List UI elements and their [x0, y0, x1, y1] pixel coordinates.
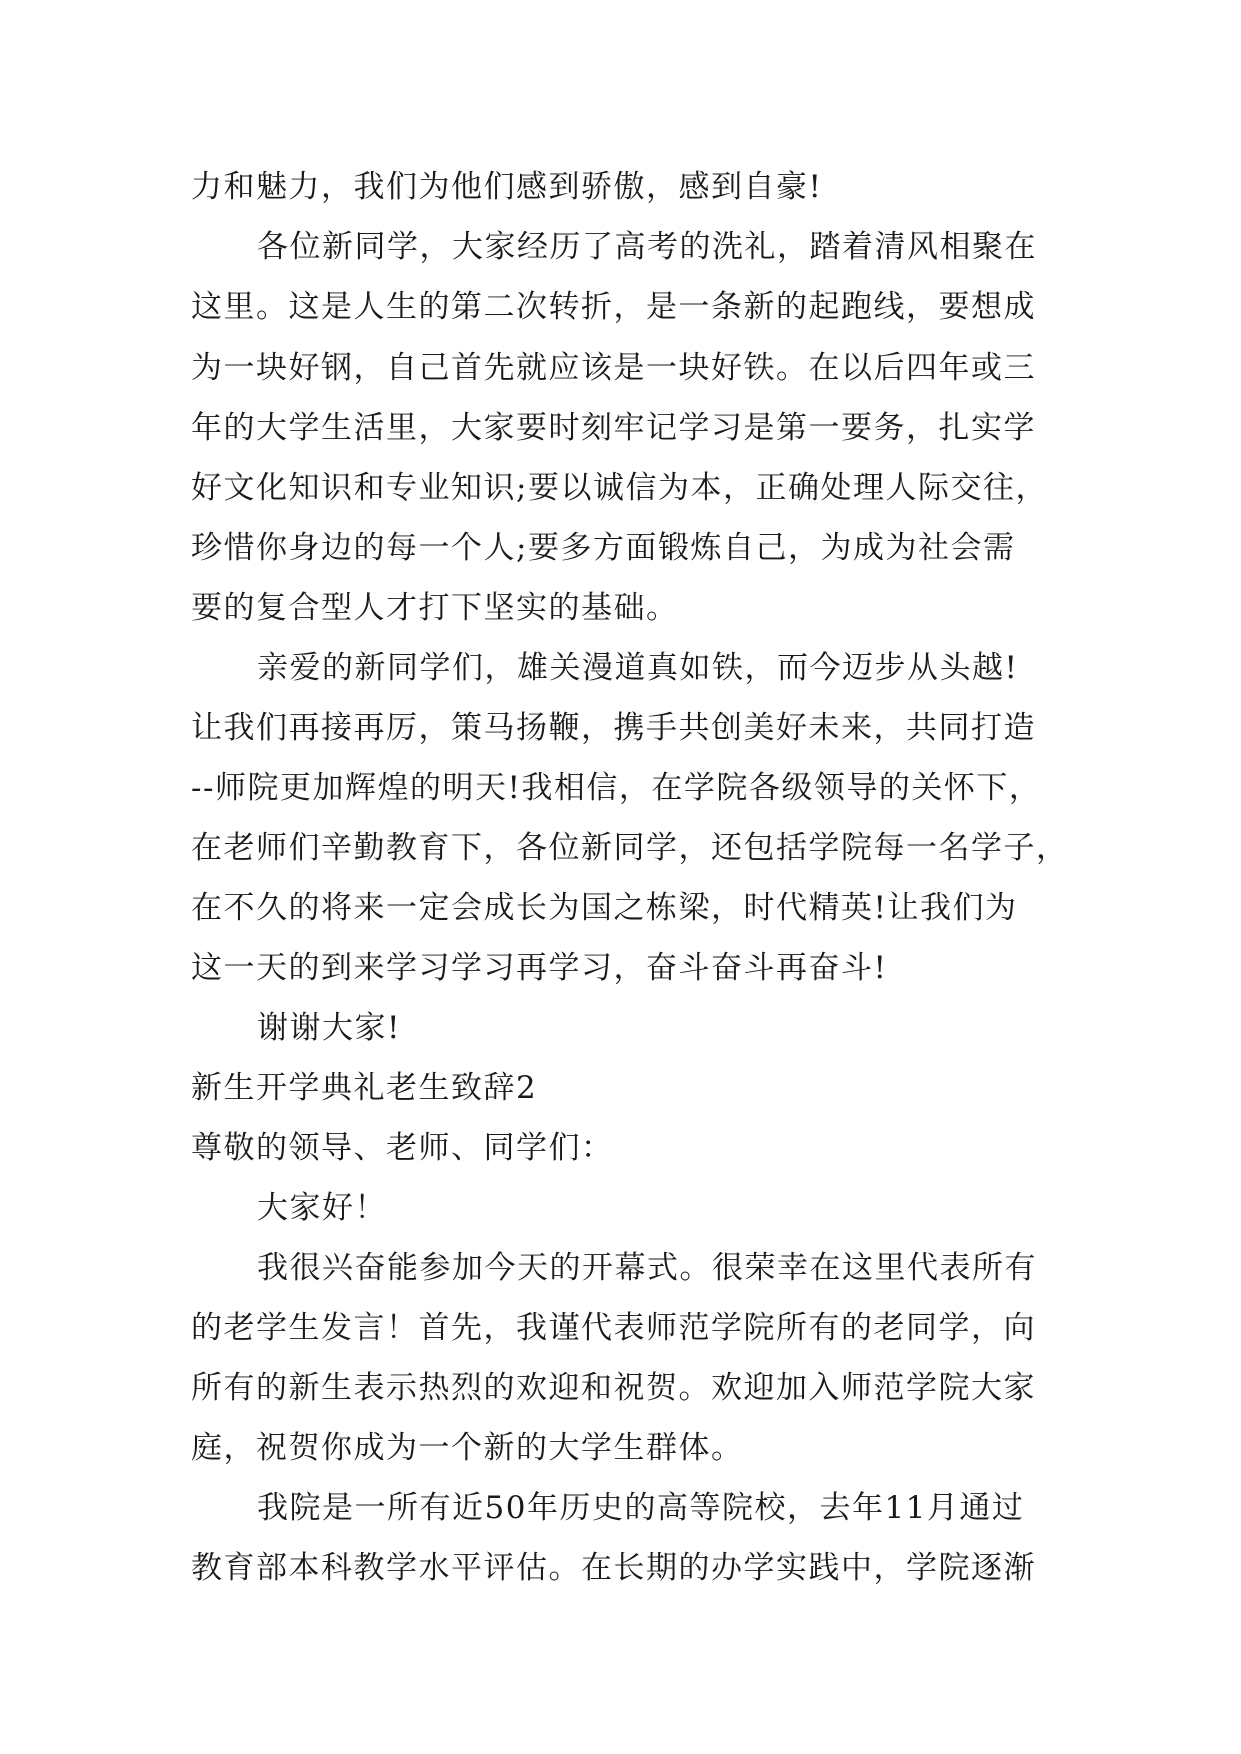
- text-line: 所有的新生表示热烈的欢迎和祝贺。欢迎加入师范学院大家: [191, 1370, 1036, 1406]
- paragraph-start-line: 我院是一所有近50年历史的高等院校，去年11月通过: [257, 1490, 1025, 1526]
- text-line: --师院更加辉煌的明天!我相信，在学院各级领导的关怀下，: [191, 770, 1042, 806]
- text-line: 这里。这是人生的第二次转折，是一条新的起跑线，要想成: [191, 289, 1036, 325]
- paragraph-start-line: 亲爱的新同学们，雄关漫道真如铁，而今迈步从头越!: [257, 650, 1019, 686]
- section-title: 新生开学典礼老生致辞2: [191, 1070, 538, 1106]
- paragraph-start-line: 各位新同学，大家经历了高考的洗礼，踏着清风相聚在: [257, 229, 1037, 265]
- text-line: 珍惜你身边的每一个人;要多方面锻炼自己，为成为社会需: [191, 530, 1016, 566]
- greeting: 大家好！: [257, 1190, 387, 1226]
- text-line: 让我们再接再厉，策马扬鞭，携手共创美好未来，共同打造: [191, 710, 1036, 746]
- paragraph-start-line: 我很兴奋能参加今天的开幕式。很荣幸在这里代表所有: [257, 1250, 1037, 1286]
- text-line: 教育部本科教学水平评估。在长期的办学实践中，学院逐渐: [191, 1550, 1036, 1586]
- text-line: 在不久的将来一定会成长为国之栋梁，时代精英!让我们为: [191, 890, 1018, 926]
- text-line: 年的大学生活里，大家要时刻牢记学习是第一要务，扎实学: [191, 410, 1036, 446]
- salutation: 尊敬的领导、老师、同学们：: [191, 1130, 614, 1166]
- text-line: 的老学生发言！首先，我谨代表师范学院所有的老同学，向: [191, 1310, 1036, 1346]
- text-line: 为一块好钢，自己首先就应该是一块好铁。在以后四年或三: [191, 350, 1036, 386]
- text-line: 力和魅力，我们为他们感到骄傲，感到自豪!: [191, 169, 823, 205]
- text-line: 好文化知识和专业知识;要以诚信为本，正确处理人际交往，: [191, 470, 1048, 506]
- closing-line: 谢谢大家!: [257, 1010, 401, 1046]
- text-line: 要的复合型人才打下坚实的基础。: [191, 590, 679, 626]
- text-line: 庭，祝贺你成为一个新的大学生群体。: [191, 1430, 744, 1466]
- text-line: 这一天的到来学习学习再学习，奋斗奋斗再奋斗!: [191, 950, 888, 986]
- text-line: 在老师们辛勤教育下，各位新同学，还包括学院每一名学子，: [191, 830, 1069, 866]
